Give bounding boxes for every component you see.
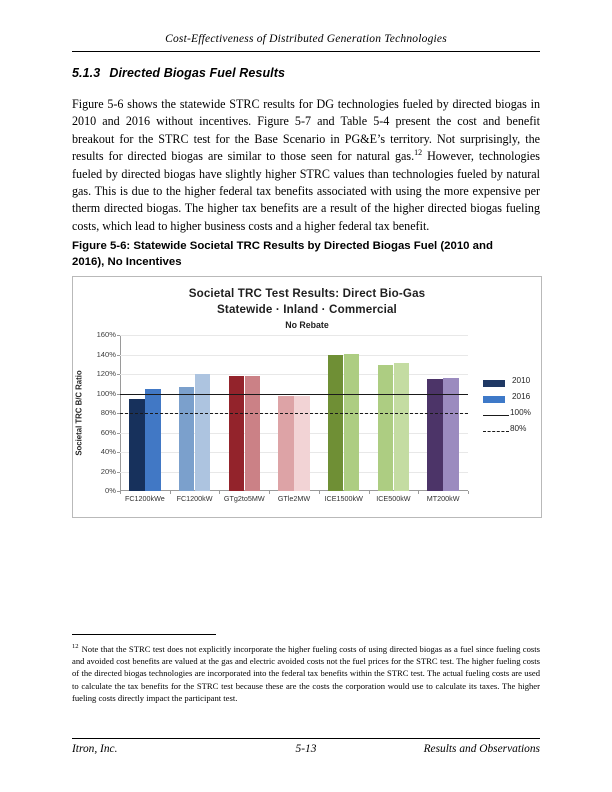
body-paragraph-text-cont: However, technologies fueled by directed biogas have slightly higher STRC values than technologies fueled by natural gas. This is due to the higher federal tax benefits associated with using the more expensive per therm directed biogas. The higher tax benefits are a result of the higher directed biogas fueling costs, which lead to higher business costs and a higher federal tax benefit.	[72, 149, 540, 233]
y-tick-label: 60%	[100, 427, 116, 437]
figure-caption-line1: Figure 5-6: Statewide Societal TRC Results by Directed Biogas Fuel (2010 and	[72, 240, 493, 252]
bar-2016-FC1200kW[interactable]	[195, 374, 211, 491]
legend-label-80%: 80%	[510, 424, 527, 433]
footnote-number: 12	[72, 643, 79, 651]
y-tick-label: 40%	[100, 447, 116, 456]
footer-right: Results and Observations	[423, 743, 540, 755]
bar-2010-FC1200kW[interactable]	[179, 387, 195, 491]
legend-swatch-2016	[483, 396, 505, 403]
legend-label-2010: 2010	[512, 376, 531, 385]
chart-legend	[483, 376, 543, 440]
footnote	[72, 643, 540, 704]
bar-2016-FC1200kWe[interactable]	[145, 389, 161, 491]
legend-swatch-2010	[483, 380, 505, 387]
y-tick-label: 80%	[100, 408, 116, 417]
x-tick-label-FC1200kW: FC1200kW	[176, 494, 213, 503]
footer-page-number: 5-13	[295, 743, 317, 755]
chart-subtitle-secondary: No Rebate	[285, 320, 329, 330]
chart-subtitle: Statewide · Inland · Commercial	[217, 303, 397, 316]
legend-item-2016[interactable]	[483, 392, 543, 408]
bar-2016-ICE500kW[interactable]	[394, 363, 410, 491]
bar-2010-GTle2MW[interactable]	[278, 396, 294, 491]
legend-line-100%	[483, 415, 509, 416]
x-tick-label-MT200kW: MT200kW	[426, 494, 460, 503]
reference-line-80%	[120, 413, 468, 414]
footnote-text: Note that the STRC test does not explicitly incorporate the higher fueling costs of using directed biogas as a fuel since fueling costs and avoided cost benefits are valued at the gas and electric avoided costs not the fuel prices for the STRC test. The higher fueling costs of the directed biogas technologies are incorporated into the federal tax benefits within the STRC test. The actual fueling costs are used to calculate the tax benefits for the STRC test because these are the costs the corporation would use to calculate its taxes. The higher fueling costs directly impact the participant test.	[72, 644, 540, 703]
footnote-reference[interactable]: 12	[414, 148, 423, 158]
figure-caption	[72, 239, 540, 270]
footer-left: Itron, Inc.	[72, 743, 118, 755]
legend-line-80%	[483, 431, 509, 432]
running-head: Cost-Effectiveness of Distributed Generation Technologies	[165, 33, 447, 45]
chart-title: Societal TRC Test Results: Direct Bio-Gas	[188, 287, 426, 300]
x-tick-label-FC1200kWe: FC1200kWe	[124, 494, 165, 503]
x-tick-label-GTle2MW: GTle2MW	[277, 494, 311, 503]
chart-plot-area	[74, 330, 468, 503]
bar-2016-ICE1500kW[interactable]	[344, 354, 360, 491]
y-axis-title: Societal TRC B/C Ratio	[74, 370, 84, 456]
y-tick-label: 120%	[96, 369, 116, 378]
bar-2010-ICE500kW[interactable]	[378, 365, 394, 491]
bar-2010-MT200kW[interactable]	[427, 379, 443, 491]
x-tick-label-ICE1500kW: ICE1500kW	[324, 494, 363, 503]
y-tick-label: 160%	[96, 330, 116, 339]
page-footer	[72, 743, 540, 759]
figure-chart-container	[72, 276, 542, 518]
body-paragraph-text: Figure 5-6 shows the statewide STRC results for DG technologies fueled by directed biogas in 2010 and 2016 without incentives. Figure 5-7 and Table 5-4 present the cost and benefit breakout for the STRC test for the Base Scenario in PG&E’s territory. Not surprisingly, the results for directed biogas are similar to those seen for natural gas.	[72, 97, 540, 164]
y-tick-label: 100%	[96, 388, 116, 398]
x-tick-label-GTg2to5MW: GTg2to5MW	[223, 494, 265, 503]
footer-rule	[72, 738, 540, 739]
legend-label-100%: 100%	[510, 408, 531, 417]
legend-label-2016: 2016	[512, 392, 531, 401]
bar-2016-MT200kW[interactable]	[443, 378, 459, 491]
y-tick-label: 20%	[100, 466, 116, 476]
y-tick-label: 0%	[105, 486, 116, 495]
x-tick-mark	[468, 491, 469, 494]
section-number: 5.1.3	[72, 66, 101, 80]
reference-line-100%	[120, 394, 468, 395]
bar-2010-ICE1500kW[interactable]	[328, 355, 344, 491]
section-heading	[72, 66, 540, 80]
legend-item-2010[interactable]	[483, 376, 543, 392]
body-paragraph	[72, 96, 540, 235]
figure-caption-line2: 2016), No Incentives	[72, 255, 182, 268]
legend-item-80%[interactable]	[483, 424, 543, 440]
legend-item-100%[interactable]	[483, 408, 543, 424]
running-head-rule	[72, 51, 540, 52]
y-tick-label: 140%	[96, 349, 116, 359]
footnote-separator	[72, 634, 216, 635]
bar-2016-GTle2MW[interactable]	[294, 396, 310, 491]
x-tick-label-ICE500kW: ICE500kW	[376, 494, 411, 503]
section-title: Directed Biogas Fuel Results	[109, 66, 286, 80]
